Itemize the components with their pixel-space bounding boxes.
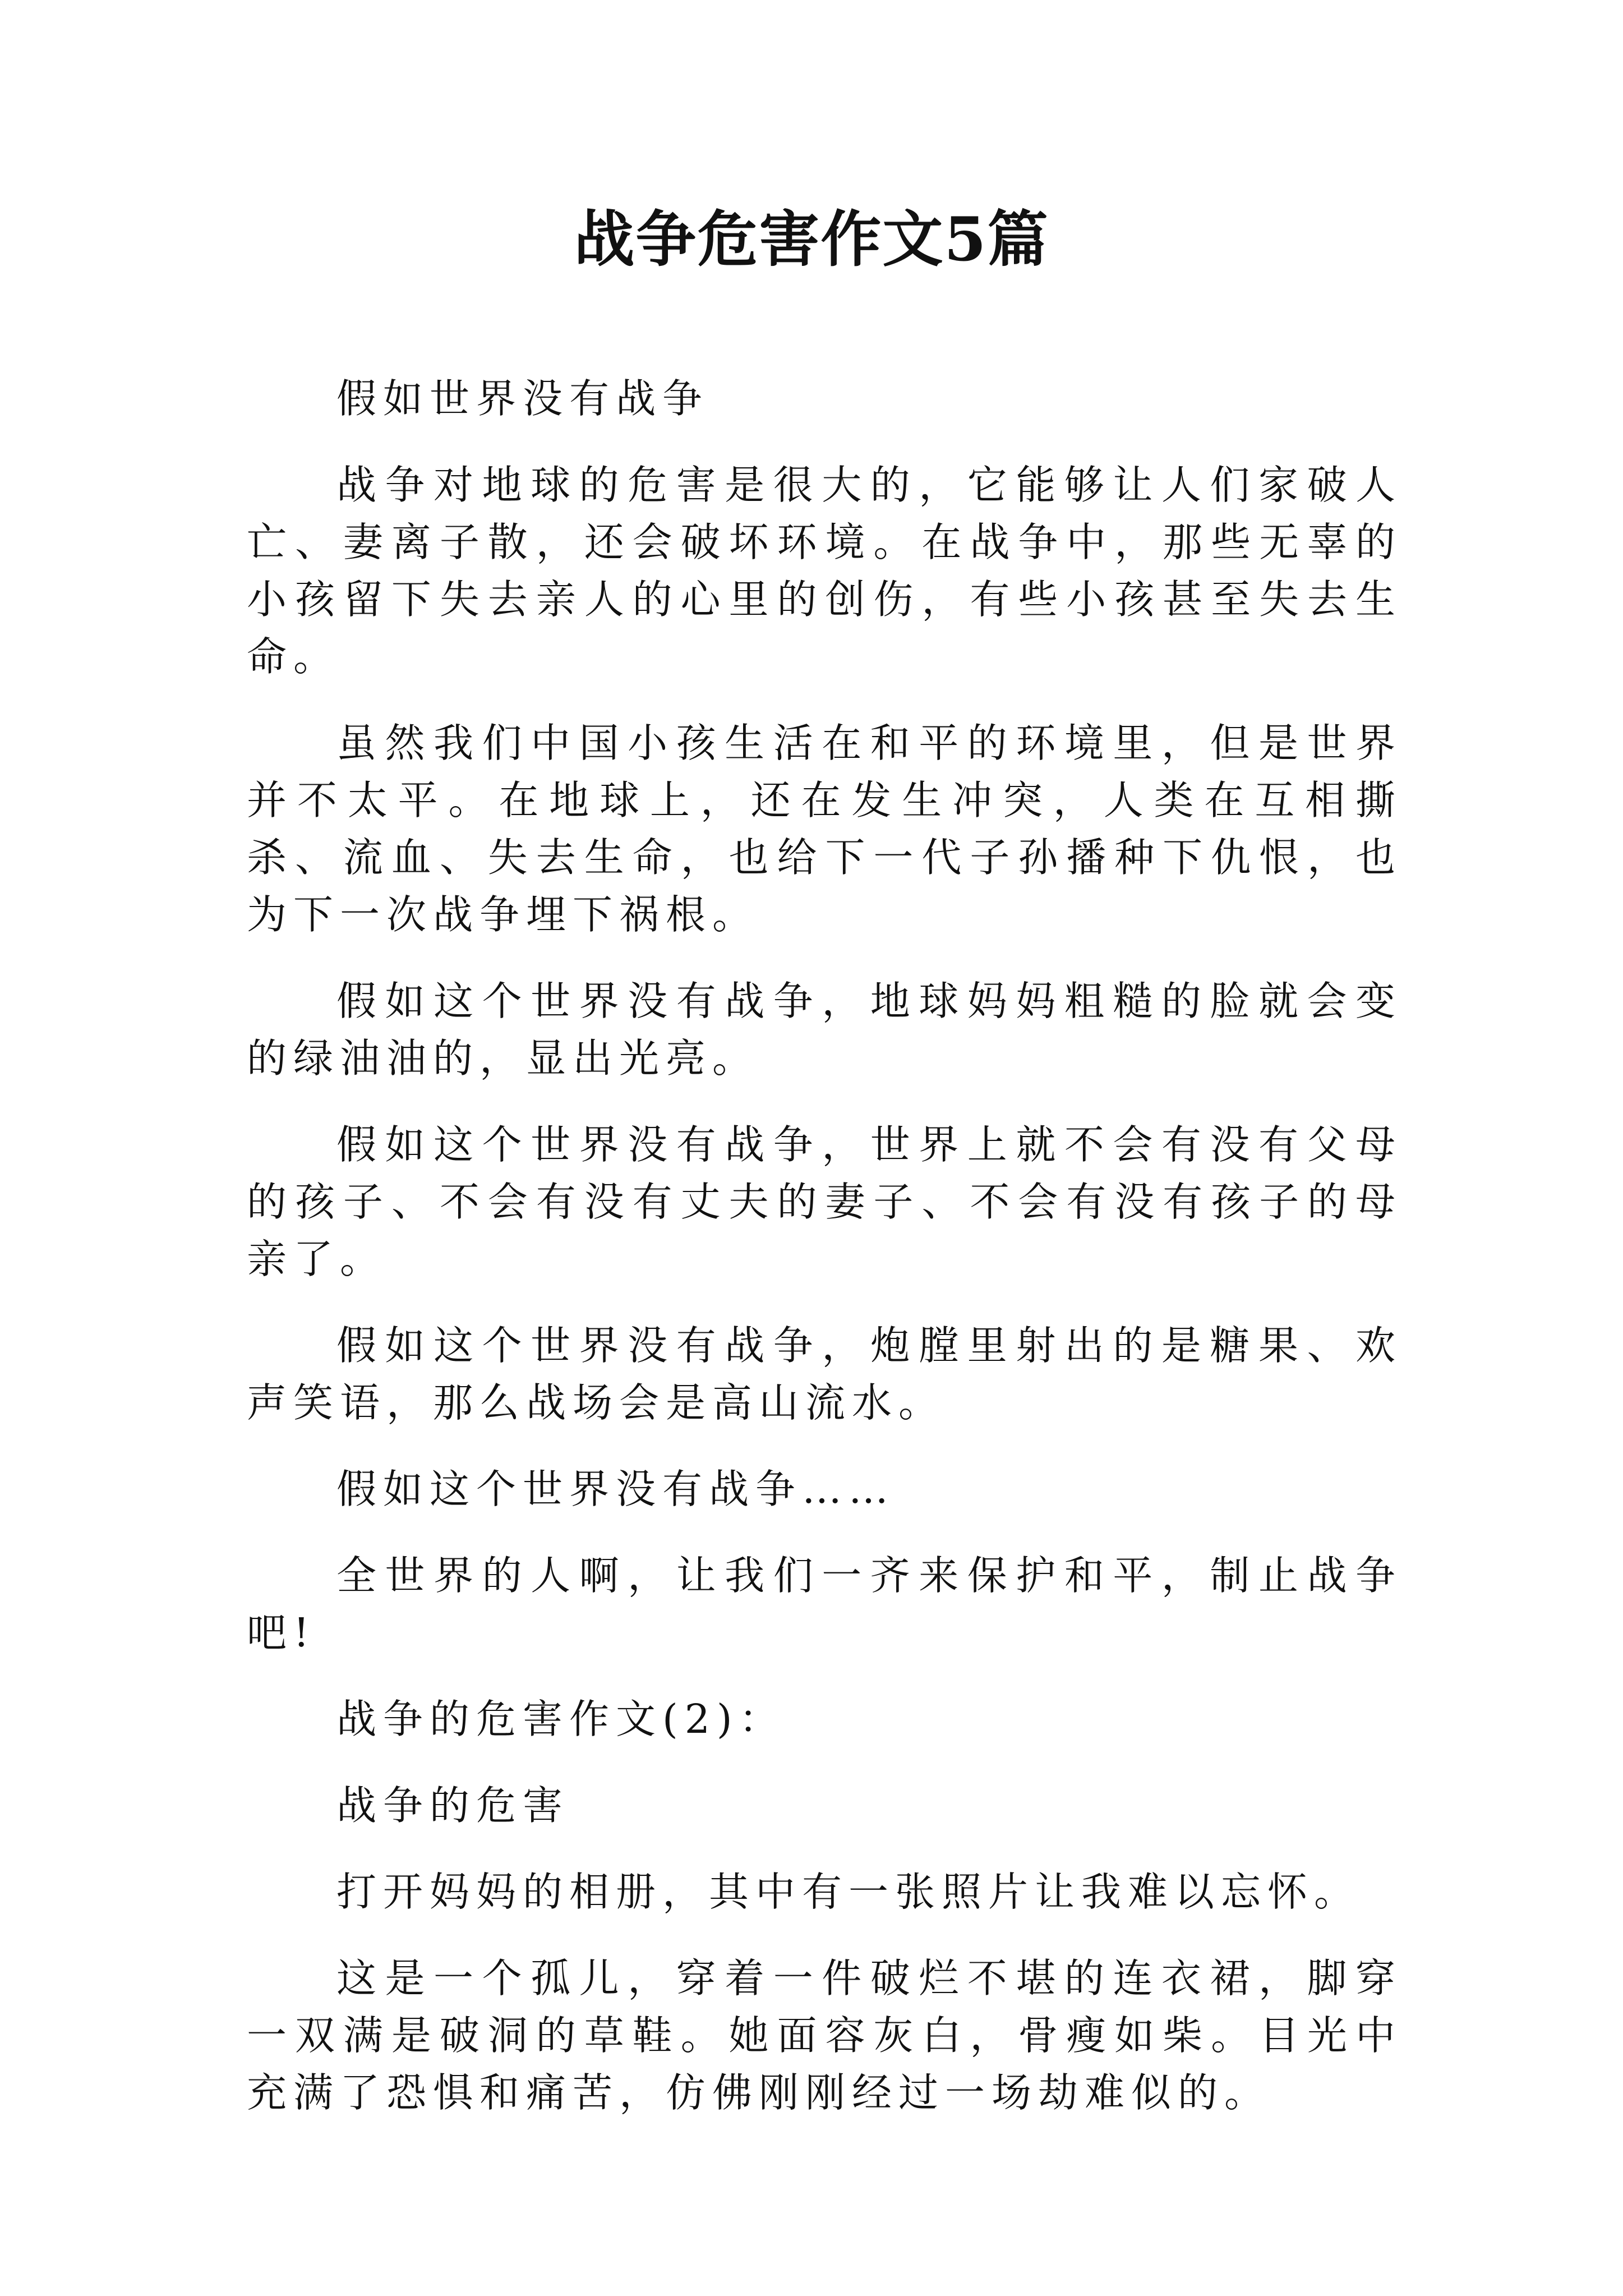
paragraph-1: 假如世界没有战争 xyxy=(336,375,709,422)
paragraph-4: 假如这个世界没有战争，地球妈妈粗糙的脸就会变的绿油油的，显出光亮。 xyxy=(247,978,1402,1082)
paragraph-5: 假如这个世界没有战争，世界上就不会有没有父母的孩子、不会有没有丈夫的妻子、不会有没有孩子的母亲了。 xyxy=(247,1121,1402,1282)
paragraph-10: 战争的危害 xyxy=(336,1782,570,1829)
paragraph-11: 打开妈妈的相册，其中有一张照片让我难以忘怀。 xyxy=(336,1869,1361,1915)
paragraph-3: 虽然我们中国小孩生活在和平的环境里，但是世界并不太平。在地球上，还在发生冲突，人类在互相撕杀、流血、失去生命，也给下一代子孙播种下仇恨，也为下一次战争埋下祸根。 xyxy=(247,720,1402,938)
paragraph-12: 这是一个孤儿，穿着一件破烂不堪的连衣裙，脚穿一双满是破洞的草鞋。她面容灰白，骨瘦如柴。目光中充满了恐惧和痛苦，仿佛刚刚经过一场劫难似的。 xyxy=(247,1955,1402,2116)
paragraph-6: 假如这个世界没有战争，炮膛里射出的是糖果、欢声笑语，那么战场会是高山流水。 xyxy=(247,1322,1402,1426)
paragraph-2: 战争对地球的危害是很大的，它能够让人们家破人亡、妻离子散，还会破坏环境。在战争中，那些无辜的小孩留下失去亲人的心里的创伤，有些小孩甚至失去生命。 xyxy=(247,462,1402,680)
paragraph-7: 假如这个世界没有战争…… xyxy=(336,1466,896,1512)
document-title: 战争危害作文5篇 xyxy=(574,204,1049,275)
paragraph-8: 全世界的人啊，让我们一齐来保护和平，制止战争吧! xyxy=(247,1552,1402,1656)
paragraph-9: 战争的危害作文(2)： xyxy=(336,1696,786,1742)
document-body xyxy=(247,370,1402,2151)
